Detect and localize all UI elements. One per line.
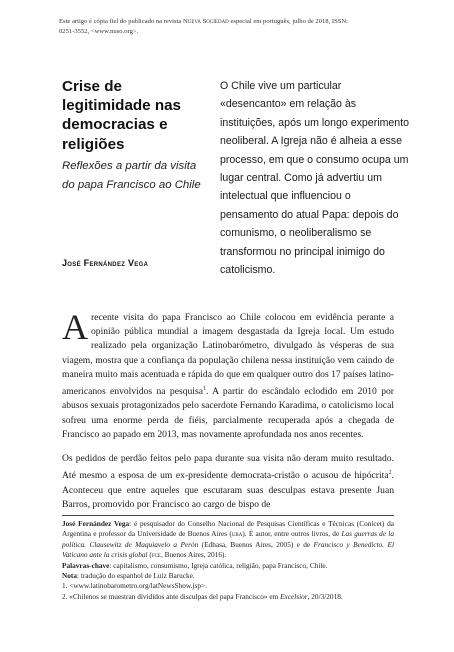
- article-body: [62, 307, 394, 512]
- article-author: José Fernández Vega: [62, 258, 149, 268]
- author-bio: [62, 519, 394, 561]
- bio-abbrev: fce: [151, 550, 161, 560]
- reprint-notice: [59, 17, 359, 36]
- bio-text: (Edhasa, Buenos Aires, 2005) e de: [198, 539, 314, 549]
- footnotes: [62, 519, 394, 602]
- keywords-text: : capitalismo, consumismo, Igreja católica, religião, papa Francisco, Chile.: [109, 560, 328, 570]
- body-text: . A partir do escândalo eclodido em 2010 por abusos sexuais protagonizados pelo sacerdote Fernando Karadima, o catolicismo local sofreu uma enorme perda de fiéis, parcialmente recuperada após a chegada de Francisco ao papado em 2013, mas novamente aprofundada nos anos recentes.: [62, 386, 394, 440]
- bio-text: , Buenos Aires, 2016).: [160, 550, 227, 560]
- article-subtitle: Reflexões a partir da visita do papa Francisco ao Chile: [62, 160, 201, 191]
- notice-text: especial em português, julho de 2018, ISSN: 0251-3552,: [59, 18, 349, 35]
- translation-note: [62, 571, 394, 581]
- footnote-text: , 20/3/2018.: [307, 591, 343, 601]
- bio-text: ). É autor, entre outros livros, de: [242, 529, 342, 539]
- website-link[interactable]: <www.nuso.org>: [90, 27, 137, 35]
- keywords: [62, 561, 394, 571]
- article-title: Crise de legitimidade nas democracias e religiões: [62, 78, 182, 153]
- bio-text: : é pesquisador do Conselho Nacional de Pesquisas Científicas e Técnicas (Conicet) da Argentina e professor da Universidade de Buenos Aires (: [62, 519, 394, 539]
- bio-abbrev: uba: [231, 529, 243, 539]
- book-title: Las guerras de la política. Clausewitz de Maquiavelo a Perón: [62, 529, 394, 549]
- footnote-2: [62, 592, 394, 602]
- keywords-label: Palavras-chave: [62, 560, 110, 570]
- book-title: Francisco y Benedicto. El Vaticano ante la crisis global: [62, 539, 394, 560]
- body-paragraph: [62, 307, 394, 442]
- note-text: : tradução do espanhol de Luiz Baruckе.: [77, 571, 195, 581]
- footnote-ref[interactable]: 2: [388, 470, 392, 477]
- footnote-1[interactable]: 1. <www.latinobarometro.org/latNewsShow.jsp>.: [62, 581, 207, 591]
- bio-text: (: [147, 550, 152, 560]
- article-epigraph: O Chile vive um particular «desencanto» em relação às instituições, após um longo experimento neoliberal. A Igreja não é alheia a esse processo, em que o consumo ocupa um lugar central. Como já advertiu um intelectual que influenciou o pensamento do atual Papa: depois do comunismo, o neoliberalismo se transformou no principal inimigo do catolicismo.: [220, 80, 410, 277]
- note-label: Nota: [62, 571, 77, 581]
- body-paragraph: [62, 452, 394, 512]
- footnote-source: Excelsior: [280, 591, 308, 601]
- body-text: . Aconteceu que entre aqueles que escutaram suas desculpas estava presente Juan Barros, promovido por Francisco ao cargo de bispo de: [62, 470, 394, 510]
- body-text: Os pedidos de perdão feitos pelo papa durante sua visita não deram muito resultado. Até mesmo a esposa de um ex-presidente democrata-cristão o acusou de hipócrita: [62, 453, 394, 482]
- footnote-divider: [62, 515, 394, 516]
- notice-text: Este artigo é cópia fiel do publicado na revista: [59, 18, 183, 25]
- footnote-text: 2. «Chilenos se muestran divididos ante disculpas del papa Francisco» em: [62, 591, 281, 601]
- bio-author-name: José Fernández Vega: [62, 519, 130, 528]
- drop-cap: A: [62, 307, 88, 347]
- footnote-ref[interactable]: 1: [202, 386, 206, 393]
- body-text: recente visita do papa Francisco ao Chile colocou em evidência perante a opinião pública mundial a imagem desgastada da Igreja local. Um estudo realizado pela organização Latinobarómetro, divulgado às vésperas de sua viagem, mostra que a confiança da população chilena nessa instituição vem caindo de maneira muito mais acentuada e rápida do que em qualquer outro dos 17 países latino-americanos envolvidos na pesquisa: [62, 312, 394, 398]
- notice-text: .: [136, 27, 139, 35]
- journal-name: Nueva Sociedad: [182, 18, 229, 25]
